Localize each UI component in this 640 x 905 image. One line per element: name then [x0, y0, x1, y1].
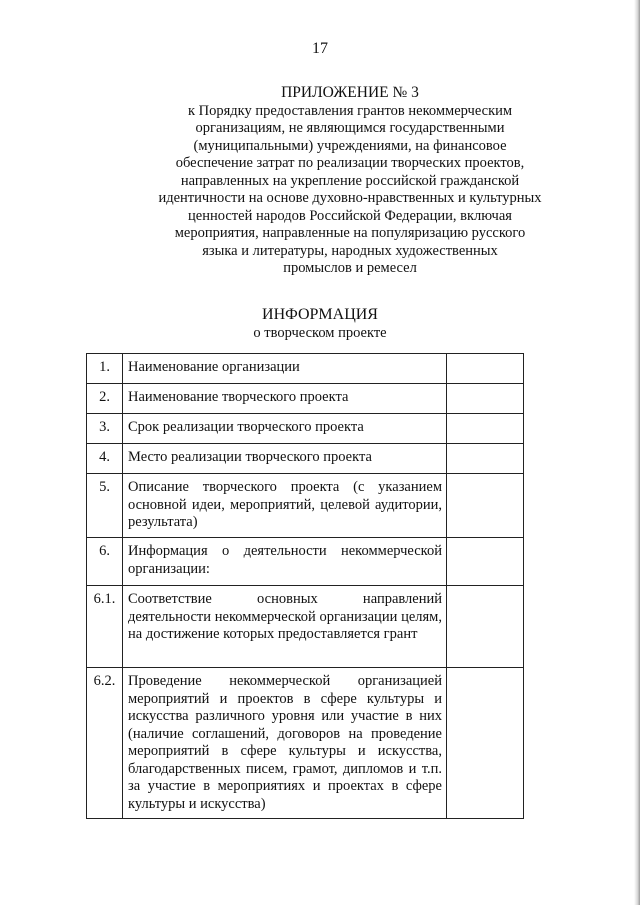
project-info-table	[86, 353, 524, 819]
appendix-title: ПРИЛОЖЕНИЕ № 3	[281, 84, 419, 101]
row-number: 6.	[87, 538, 123, 586]
table-row	[87, 384, 524, 414]
table-row	[87, 354, 524, 384]
appendix-line: к Порядку предоставления грантов некоммерческим	[187, 102, 513, 119]
row-number: 6.1.	[87, 586, 123, 668]
appendix-line: языка и литературы, народных художественных	[202, 242, 498, 259]
row-description: Наименование творческого проекта	[123, 384, 447, 414]
info-heading	[0, 306, 640, 342]
row-number: 2.	[87, 384, 123, 414]
page-number: 17	[312, 40, 328, 57]
table-row	[87, 444, 524, 474]
appendix-line: ценностей народов Российской Федерации, включая	[188, 207, 512, 224]
row-description: Соответствие основных направлений деятельности некоммерческой организации целям, на достижение которых предоставляется грант	[123, 586, 447, 668]
table-row	[87, 586, 524, 668]
row-description: Место реализации творческого проекта	[123, 444, 447, 474]
row-description: Срок реализации творческого проекта	[123, 414, 447, 444]
row-description: Описание творческого проекта (с указанием основной идеи, мероприятий, целевой аудитории, результата)	[123, 474, 447, 538]
table-row	[87, 414, 524, 444]
row-number: 3.	[87, 414, 123, 444]
appendix-line: направленных на укрепление российской гражданской	[180, 172, 520, 189]
row-value-cell[interactable]	[447, 354, 524, 384]
row-number: 5.	[87, 474, 123, 538]
appendix-header	[150, 84, 550, 278]
row-number: 4.	[87, 444, 123, 474]
appendix-line: мероприятия, направленные на популяризацию русского	[174, 225, 526, 241]
row-number: 1.	[87, 354, 123, 384]
appendix-line: идентичности на основе духовно-нравственных и культурных	[158, 190, 542, 206]
info-subtitle: о творческом проекте	[253, 325, 387, 341]
row-value-cell[interactable]	[447, 586, 524, 668]
row-description: Информация о деятельности некоммерческой организации:	[123, 538, 447, 586]
row-value-cell[interactable]	[447, 384, 524, 414]
row-number: 6.2.	[87, 668, 123, 819]
row-value-cell[interactable]	[447, 474, 524, 538]
appendix-line: обеспечение затрат по реализации творческих проектов,	[175, 155, 525, 171]
appendix-line: промыслов и ремесел	[283, 260, 417, 276]
table-row	[87, 538, 524, 586]
appendix-line: организациям, не являющимся государственными	[195, 120, 505, 136]
row-value-cell[interactable]	[447, 538, 524, 586]
table-row	[87, 474, 524, 538]
scan-edge-shadow	[634, 0, 640, 905]
info-title: ИНФОРМАЦИЯ	[262, 306, 378, 323]
row-description: Наименование организации	[123, 354, 447, 384]
row-value-cell[interactable]	[447, 668, 524, 819]
appendix-line: (муниципальными) учреждениями, на финансовое	[193, 137, 507, 154]
table-row	[87, 668, 524, 819]
row-description: Проведение некоммерческой организацией мероприятий и проектов в сфере культуры и искусства различного уровня или участие в них (наличие соглашений, договоров на проведение мероприятий в сфере культуры и искусства, благодарственных писем, грамот, дипломов и т.п. за участие в мероприятиях и проектах в сфере культуры и искусства)	[123, 668, 447, 819]
row-value-cell[interactable]	[447, 414, 524, 444]
row-value-cell[interactable]	[447, 444, 524, 474]
